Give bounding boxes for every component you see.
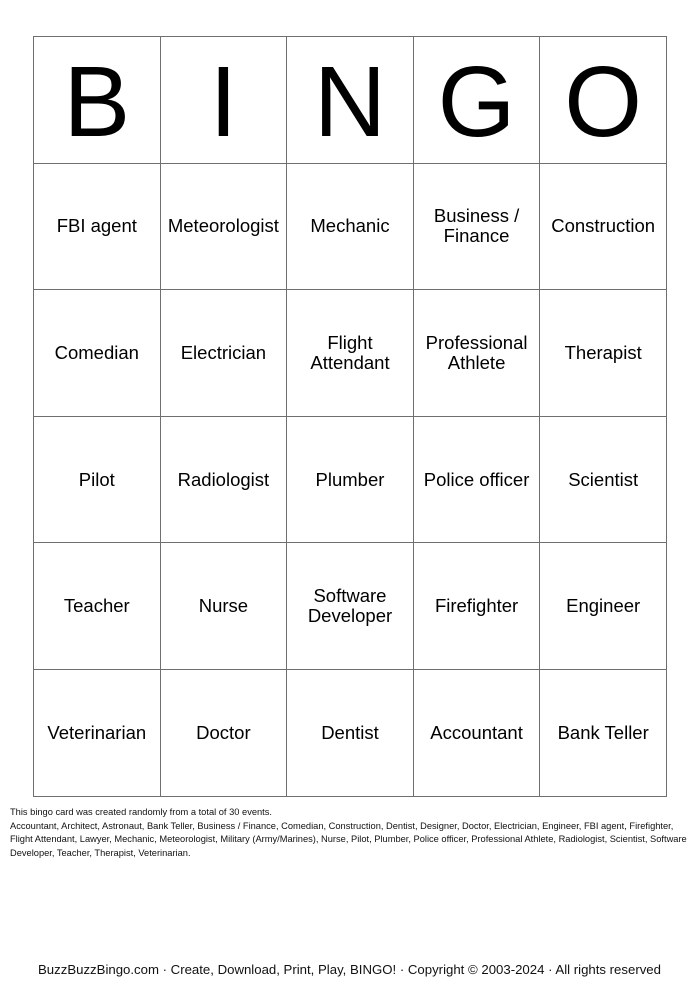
header-letter-n: N [287, 37, 414, 164]
bingo-cell: Firefighter [413, 543, 540, 670]
bingo-cell: Scientist [540, 416, 667, 543]
footer-copyright: BuzzBuzzBingo.com · Create, Download, Print, Play, BINGO! · Copyright © 2003-2024 · All rights reserved [38, 962, 661, 977]
bingo-cell: Veterinarian [34, 669, 161, 796]
bingo-cell: Construction [540, 163, 667, 290]
bingo-cell: FBI agent [34, 163, 161, 290]
bingo-row-2 [34, 290, 667, 417]
bingo-cell: Nurse [160, 543, 287, 670]
bingo-cell: Bank Teller [540, 669, 667, 796]
bingo-card [33, 36, 667, 797]
bingo-cell: Doctor [160, 669, 287, 796]
bingo-cell: Software Developer [287, 543, 414, 670]
bingo-cell: Police officer [413, 416, 540, 543]
bingo-cell: Accountant [413, 669, 540, 796]
bingo-cell: Dentist [287, 669, 414, 796]
bingo-row-3 [34, 416, 667, 543]
bingo-header-row [34, 37, 667, 164]
bingo-cell: Radiologist [160, 416, 287, 543]
header-letter-b: B [34, 37, 161, 164]
bingo-row-4 [34, 543, 667, 670]
header-letter-g: G [413, 37, 540, 164]
bingo-cell: Flight Attendant [287, 290, 414, 417]
bingo-cell: Therapist [540, 290, 667, 417]
bingo-cell: Comedian [34, 290, 161, 417]
bingo-cell: Professional Athlete [413, 290, 540, 417]
bingo-cell: Business / Finance [413, 163, 540, 290]
bingo-cell: Pilot [34, 416, 161, 543]
bingo-cell: Mechanic [287, 163, 414, 290]
bingo-cell: Plumber [287, 416, 414, 543]
events-list: Accountant, Architect, Astronaut, Bank Teller, Business / Finance, Comedian, Construction, Dentist, Designer, Doctor, Electrician, Engineer, FBI agent, Firefighter, Flight Attendant, Lawyer, Mechanic, Meteorologist, Military (Army/Marines), Nurse, Pilot, Plumber, Police officer, Professional Athlete, Radiologist, Scientist, Software Developer, Teacher, Therapist, Veterinarian. [10, 820, 687, 858]
card-info [10, 806, 695, 860]
bingo-row-1 [34, 163, 667, 290]
bingo-cell: Engineer [540, 543, 667, 670]
bingo-cell: Meteorologist [160, 163, 287, 290]
card-summary: This bingo card was created randomly from a total of 30 events. [10, 807, 272, 817]
header-letter-o: O [540, 37, 667, 164]
bingo-cell: Electrician [160, 290, 287, 417]
header-letter-i: I [160, 37, 287, 164]
bingo-row-5 [34, 669, 667, 796]
bingo-cell: Teacher [34, 543, 161, 670]
